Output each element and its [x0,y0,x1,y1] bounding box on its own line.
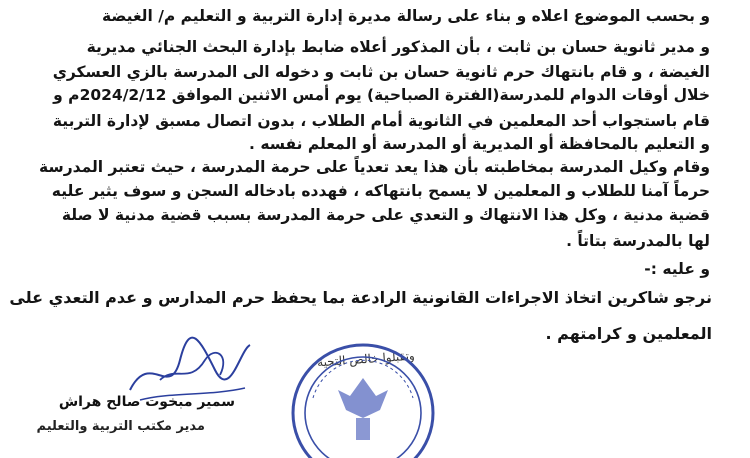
request-line-1: نرجو شاكرين اتخاذ الاجراءات القانونية الرادعة بما يحفظ حرم المدارس و عدم التعدي على [9,288,712,307]
closing-regards: وتقبلوا خالص التحية [316,348,416,370]
paragraph-2-line-1: وقام وكيل المدرسة بمخاطبته بأن هذا يعد تعدياً على حرمة المدرسة ، حيث تعتبر المدرسة [39,158,710,176]
request-line-2: المعلمين و كرامتهم . [545,324,712,343]
official-stamp [288,338,438,458]
paragraph-2-line-2: حرماً آمنا للطلاب و المعلمين لا يسمح بانتهاكه ، فهدده بادخاله السجن و سوف يثير عليه [51,182,710,200]
eagle-emblem-icon [338,378,388,440]
conclusion-heading: و عليه :- [644,260,710,278]
signatory-name: سمير مبخوت صالح هراش [58,394,235,410]
paragraph-1-line-3: الغيضة ، و قام بانتهاك حرم ثانوية حسان بن ثابت و دخوله الى المدرسة بالزي العسكري [52,63,710,81]
paragraph-2-line-3: قضية مدنية ، وكل هذا الانتهاك و التعدي على حرمة المدرسة بسبب قضية مدنية لا صلة [61,206,710,224]
paragraph-1-line-6: و التعليم بالمحافظة أو المديرية أو المدرسة أو المعلم نفسه . [249,135,710,153]
paragraph-1-line-5: قام باستجواب أحد المعلمين في الثانوية أمام الطلاب ، بدون اتصال مسبق لإدارة التربية [52,112,710,130]
paragraph-1-line-4: خلال أوقات الدوام للمدرسة(الفترة الصباحية) يوم أمس الاثنين الموافق 2024/2/12م و [53,86,710,104]
signatory-title: مدير مكتب التربية والتعليم [36,419,205,434]
paragraph-2-line-4: لها بالمدرسة بتاتاً . [566,232,710,250]
paragraph-1-line-1: و بحسب الموضوع اعلاه و بناء على رسالة مديرة إدارة التربية و التعليم م/ الغيضة [101,7,710,25]
paragraph-1-line-2: و مدير ثانوية حسان بن ثابت ، بأن المذكور أعلاه ضابط بإدارة البحث الجنائي مديرية [86,38,710,56]
